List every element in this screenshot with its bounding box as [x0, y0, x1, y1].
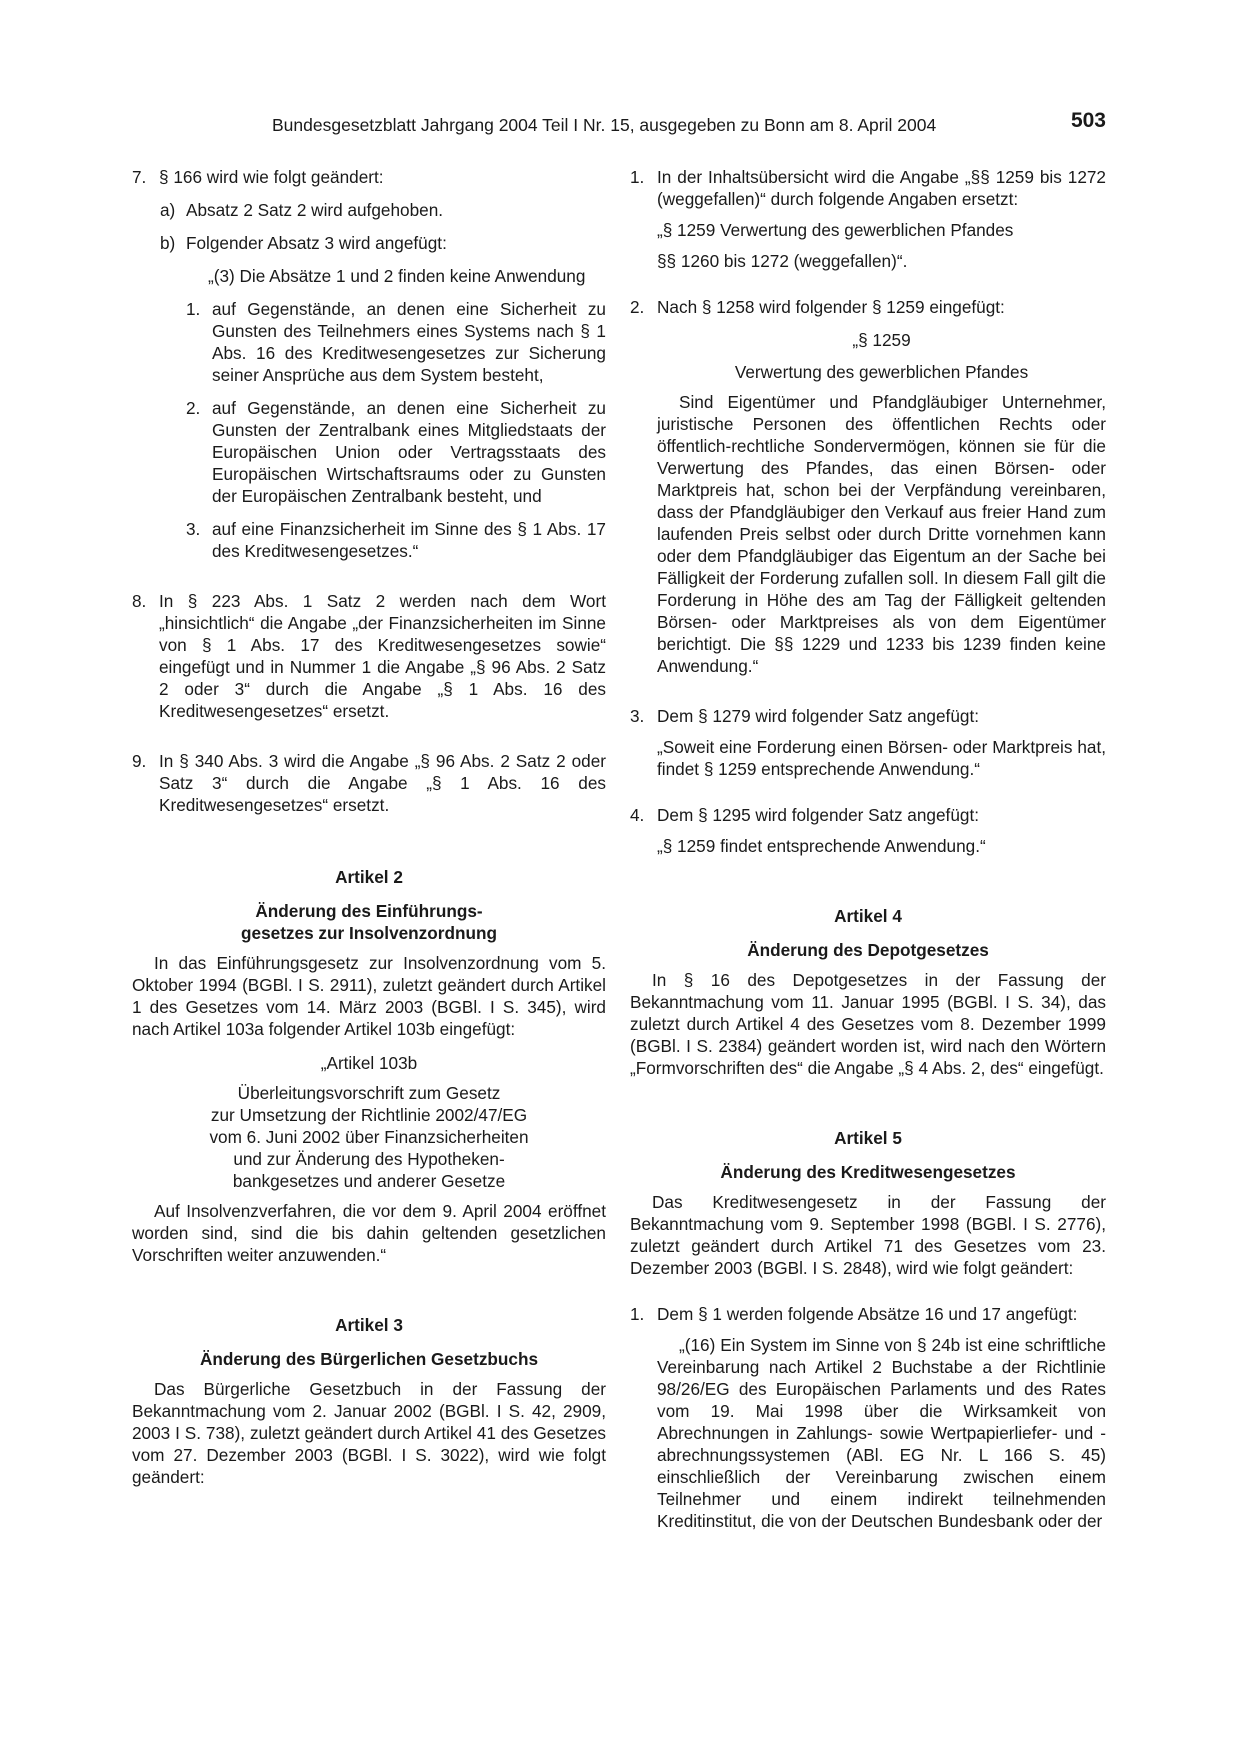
point-text: auf Gegenstände, an denen eine Sicherheit zu Gunsten des Teilnehmers eines Systems nach § 1 Abs. 16 des Kreditwesengesetzes zur Sicherung seiner Ansprüche aus dem System besteht, — [212, 299, 606, 385]
title-line: zur Umsetzung der Richtlinie 2002/47/EG — [210, 1105, 528, 1125]
section-1259-paragraph: Sind Eigentümer und Pfandgläubiger Unternehmer, juristische Personen des öffentlichen Rechts oder öffentlich-rechtliche Sondervermögen, können sie für die Verwertung des Pfandes, das einen Börsen- oder Marktpreis hat, schon bei der Verpfändung vereinbaren, dass der Pfandgläubiger den Verkauf aus freier Hand zum laufenden Preis selbst oder durch Dritte vornehmen kann oder dem Pfandgläubiger das Eigentum an der Sache bei Fälligkeit der Forderung zufallen soll. In diesem Fall gilt die Forderung in Höhe des am Tag der Fälligkeit geltenden Börsen- oder Marktpreises als von dem Eigentümer berichtigt. Die §§ 1229 und 1233 bis 1239 finden keine Anwendung.“ — [657, 392, 1106, 676]
quoted-point-2 — [186, 397, 606, 507]
page-header — [136, 110, 1106, 138]
section-1259-heading: „§ 1259 — [852, 330, 911, 350]
sub-item-text: Absatz 2 Satz 2 wird aufgehoben. — [186, 200, 444, 220]
title-line: Überleitungsvorschrift zum Gesetz — [237, 1083, 501, 1103]
toc-entry-1259: „§ 1259 Verwertung des gewerblichen Pfandes — [657, 220, 1014, 240]
article-5-title: Änderung des Kreditwesengesetzes — [720, 1162, 1016, 1182]
item-text: Nach § 1258 wird folgender § 1259 eingefügt: — [657, 297, 1005, 317]
right-item-3 — [630, 705, 1106, 727]
quoted-paragraph-16: „(16) Ein System im Sinne von § 24b ist eine schriftliche Vereinbarung nach Artikel 2 Buchstabe a der Richtlinie 98/26/EG des Europäischen Parlaments und des Rates vom 19. Mai 1998 über die Wirksamkeit von Abrechnungen in Zahlungs- sowie Wertpapierliefer- und -abrechnungssystemen (ABl. EG Nr. L 166 S. 45) einschließlich der Vereinbarung zwischen einem Teilnehmer und einem indirekt teilnehmenden Kreditinstitut, die von der Deutschen Bundesbank oder der — [657, 1335, 1106, 1531]
left-column — [132, 166, 606, 1488]
right-item-4 — [630, 804, 1106, 826]
item-number: 7. — [132, 167, 147, 187]
article-5-paragraph: Das Kreditwesengesetz in der Fassung der Bekanntmachung vom 9. September 1998 (BGBl. I S. 2776), zuletzt geändert durch Artikel 71 des Gesetzes vom 23. Dezember 2003 (BGBl. I S. 2848), wird wie folgt geändert: — [630, 1192, 1106, 1278]
item-number: 4. — [630, 805, 645, 825]
quoted-point-1 — [186, 298, 606, 386]
point-text: auf eine Finanzsicherheit im Sinne des § 1 Abs. 17 des Kreditwesengesetzes.“ — [212, 519, 606, 561]
point-number: 2. — [186, 398, 201, 418]
right-item-1 — [630, 166, 1106, 210]
quoted-sentence: „Soweit eine Forderung einen Börsen- oder Marktpreis hat, findet § 1259 entsprechende Anwendung.“ — [657, 737, 1106, 779]
article-4-title: Änderung des Depotgesetzes — [747, 940, 989, 960]
article-2-title-line-2: gesetzes zur Insolvenzordnung — [241, 923, 497, 943]
title-line: bankgesetzes und anderer Gesetze — [232, 1171, 506, 1191]
article-103b-heading: „Artikel 103b — [320, 1053, 418, 1073]
running-title: Bundesgesetzblatt Jahrgang 2004 Teil I Nr. 15, ausgegeben zu Bonn am 8. April 2004 — [272, 115, 937, 135]
item-number: 9. — [132, 751, 147, 771]
item-text: § 166 wird wie folgt geändert: — [159, 167, 384, 187]
section-1259-title: Verwertung des gewerblichen Pfandes — [734, 362, 1029, 382]
item-text: In § 340 Abs. 3 wird die Angabe „§ 96 Abs. 2 Satz 2 oder Satz 3“ durch die Angabe „§ 1 Abs. 16 des Kreditwesengesetzes“ ersetzt. — [159, 751, 606, 815]
item-number: 1. — [630, 1304, 645, 1324]
point-number: 1. — [186, 299, 201, 319]
article-3-title: Änderung des Bürgerlichen Gesetzbuchs — [199, 1349, 539, 1369]
quoted-paragraph: „(3) Die Absätze 1 und 2 finden keine Anwendung — [208, 266, 586, 286]
article-2-title-line-1: Änderung des Einführungs- — [255, 901, 483, 921]
quoted-point-3 — [186, 518, 606, 562]
article-5-item-1 — [630, 1303, 1106, 1325]
article-3-heading: Artikel 3 — [335, 1315, 403, 1335]
right-column — [630, 166, 1106, 1532]
article-5-heading: Artikel 5 — [834, 1128, 902, 1148]
article-4-paragraph: In § 16 des Depotgesetzes in der Fassung der Bekanntmachung vom 11. Januar 1995 (BGBl. I S. 34), das zuletzt durch Artikel 4 des Gesetzes vom 8. Dezember 1999 (BGBl. I S. 2384) geändert worden ist, wird nach den Wörtern „Formvorschriften des“ die Angabe „§ 4 Abs. 2, des“ eingefügt. — [630, 970, 1106, 1078]
item-number: 2. — [630, 297, 645, 317]
sub-item-a — [132, 199, 606, 221]
sub-item-b — [132, 232, 606, 254]
quoted-sentence: „§ 1259 findet entsprechende Anwendung.“ — [657, 836, 986, 856]
item-number: 3. — [630, 706, 645, 726]
sub-item-label: a) — [160, 200, 176, 220]
sub-item-text: Folgender Absatz 3 wird angefügt: — [186, 233, 447, 253]
article-2-heading: Artikel 2 — [335, 867, 403, 887]
sub-item-label: b) — [160, 233, 176, 253]
item-9 — [132, 750, 606, 816]
item-text: Dem § 1279 wird folgender Satz angefügt: — [657, 706, 979, 726]
item-number: 8. — [132, 591, 147, 611]
right-item-2 — [630, 296, 1106, 318]
point-text: auf Gegenstände, an denen eine Sicherheit zu Gunsten der Zentralbank eines Mitgliedstaats der Europäischen Union oder Vertragsstaats des Europäischen Wirtschaftsraums oder zu Gunsten der Europäischen Zentralbank besteht, und — [212, 398, 606, 506]
article-103b-title — [132, 1082, 606, 1192]
item-text: Dem § 1 werden folgende Absätze 16 und 17 angefügt: — [657, 1304, 1078, 1324]
article-103b-paragraph: Auf Insolvenzverfahren, die vor dem 9. April 2004 eröffnet worden sind, sind die bis dahin geltenden gesetzlichen Vorschriften weiter anzuwenden.“ — [132, 1201, 606, 1265]
title-line: und zur Änderung des Hypotheken- — [233, 1149, 505, 1169]
page-number: 503 — [1070, 109, 1106, 132]
item-text: Dem § 1295 wird folgender Satz angefügt: — [657, 805, 979, 825]
item-7 — [132, 166, 606, 188]
item-text: In § 223 Abs. 1 Satz 2 werden nach dem Wort „hinsichtlich“ die Angabe „der Finanzsicherheiten im Sinne von § 1 Abs. 17 des Kreditwesengesetzes sowie“ eingefügt und in Nummer 1 die Angabe „§ 96 Abs. 2 Satz 2 oder 3“ durch die Angabe „§ 1 Abs. 16 des Kreditwesengesetzes“ ersetzt. — [159, 591, 606, 721]
item-text: In der Inhaltsübersicht wird die Angabe „§§ 1259 bis 1272 (weggefallen)“ durch folgende Angaben ersetzt: — [657, 167, 1106, 209]
item-number: 1. — [630, 167, 645, 187]
title-line: vom 6. Juni 2002 über Finanzsicherheiten — [209, 1127, 529, 1147]
article-3-paragraph: Das Bürgerliche Gesetzbuch in der Fassung der Bekanntmachung vom 2. Januar 2002 (BGBl. I S. 42, 2909, 2003 I S. 738), zuletzt geändert durch Artikel 41 des Gesetzes vom 27. Dezember 2003 (BGBl. I S. 3022), wird wie folgt geändert: — [132, 1379, 606, 1487]
item-8 — [132, 590, 606, 722]
article-4-heading: Artikel 4 — [834, 906, 902, 926]
article-2-paragraph: In das Einführungsgesetz zur Insolvenzordnung vom 5. Oktober 1994 (BGBl. I S. 2911), zuletzt geändert durch Artikel 1 des Gesetzes vom 14. März 2003 (BGBl. I S. 345), wird nach Artikel 103a folgender Artikel 103b eingefügt: — [132, 953, 606, 1039]
toc-entry-1260: §§ 1260 bis 1272 (weggefallen)“. — [657, 251, 908, 271]
point-number: 3. — [186, 519, 201, 539]
